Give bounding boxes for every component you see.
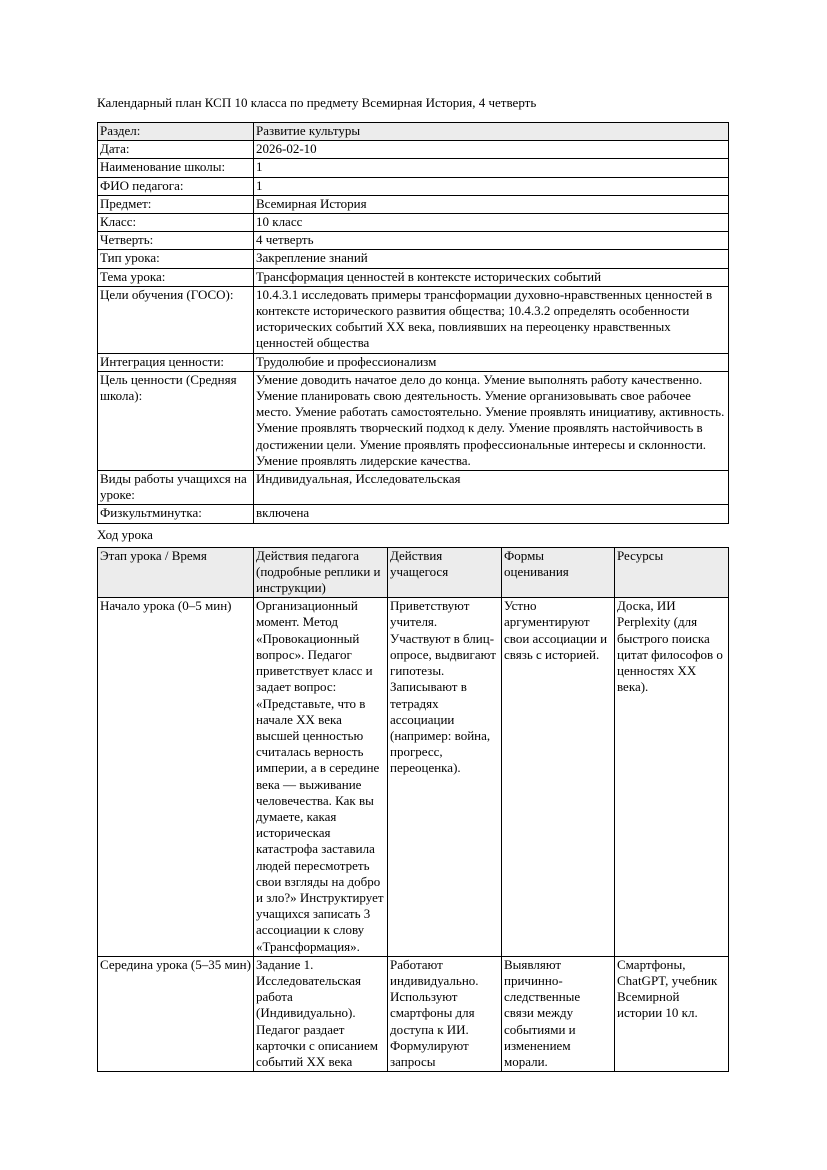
info-row-value: Умение доводить начатое дело до конца. Умение выполнять работу качественно. Умение планировать свою деятельность. Умение организовывать свое рабочее место. Умение работать самостоятельно. Умение проявлять инициативу, активность. Умение проявлять творческий подход к делу. Умение проявлять настойчивость в достижении цели. Умение проявлять профессиональные интересы и склонности. Умение проявлять лидерские качества. bbox=[254, 371, 729, 470]
col-header-teacher-actions: Действия педагога (подробные реплики и инструкции) bbox=[254, 547, 388, 598]
info-table-body bbox=[98, 123, 729, 524]
lesson-plan-table bbox=[97, 547, 729, 1073]
info-table-row bbox=[98, 195, 729, 213]
info-row-label: Интеграция ценности: bbox=[98, 353, 254, 371]
info-row-label: Тема урока: bbox=[98, 268, 254, 286]
info-row-value: 10 класс bbox=[254, 214, 729, 232]
lesson-stage-cell: Середина урока (5–35 мин) bbox=[98, 956, 254, 1071]
info-row-label: Раздел: bbox=[98, 123, 254, 141]
info-row-value: 10.4.3.1 исследовать примеры трансформации духовно-нравственных ценностей в контексте исторического развития общества; 10.4.3.2 определять особенности исторических событий XX века, повлиявших на переоценку нравственных ценностей общества bbox=[254, 286, 729, 353]
col-header-assessment: Формы оценивания bbox=[502, 547, 615, 598]
info-table-row bbox=[98, 141, 729, 159]
col-header-resources: Ресурсы bbox=[615, 547, 729, 598]
col-header-student-actions: Действия учащегося bbox=[388, 547, 502, 598]
lesson-stage-cell: Начало урока (0–5 мин) bbox=[98, 598, 254, 956]
info-row-label: Наименование школы: bbox=[98, 159, 254, 177]
info-table-row bbox=[98, 177, 729, 195]
info-row-label: Виды работы учащихся на уроке: bbox=[98, 471, 254, 505]
info-table-row bbox=[98, 353, 729, 371]
assessment-cell: Выявляют причинно-следственные связи между событиями и изменением морали. bbox=[502, 956, 615, 1071]
assessment-cell: Устно аргументируют свои ассоциации и связь с историей. bbox=[502, 598, 615, 956]
info-table bbox=[97, 122, 729, 524]
info-row-label: Физкультминутка: bbox=[98, 505, 254, 523]
info-row-value: Трудолюбие и профессионализм bbox=[254, 353, 729, 371]
info-table-row bbox=[98, 250, 729, 268]
info-row-value: включена bbox=[254, 505, 729, 523]
info-row-label: Дата: bbox=[98, 141, 254, 159]
info-row-value: Развитие культуры bbox=[254, 123, 729, 141]
info-table-row bbox=[98, 505, 729, 523]
info-row-value: 4 четверть bbox=[254, 232, 729, 250]
info-row-label: Цели обучения (ГОСО): bbox=[98, 286, 254, 353]
teacher-actions-cell: Задание 1. Исследовательская работа (Индивидуально). Педагог раздает карточки с описанием событий XX века bbox=[254, 956, 388, 1071]
info-row-label: ФИО педагога: bbox=[98, 177, 254, 195]
info-row-value: Индивидуальная, Исследовательская bbox=[254, 471, 729, 505]
lesson-table-row bbox=[98, 598, 729, 956]
info-row-value: Закрепление знаний bbox=[254, 250, 729, 268]
info-row-value: 1 bbox=[254, 159, 729, 177]
lesson-table-row bbox=[98, 956, 729, 1071]
info-table-row bbox=[98, 471, 729, 505]
lesson-table-header-row bbox=[98, 547, 729, 598]
student-actions-cell: Работают индивидуально. Используют смартфоны для доступа к ИИ. Формулируют запросы bbox=[388, 956, 502, 1071]
resources-cell: Доска, ИИ Perplexity (для быстрого поиска цитат философов о ценностях XX века). bbox=[615, 598, 729, 956]
info-row-value: 1 bbox=[254, 177, 729, 195]
lesson-plan-table-body bbox=[98, 547, 729, 1072]
info-row-label: Класс: bbox=[98, 214, 254, 232]
info-row-value: 2026-02-10 bbox=[254, 141, 729, 159]
info-table-row bbox=[98, 232, 729, 250]
document-content bbox=[97, 95, 728, 1072]
col-header-stage: Этап урока / Время bbox=[98, 547, 254, 598]
info-row-label: Четверть: bbox=[98, 232, 254, 250]
student-actions-cell: Приветствуют учителя. Участвуют в блиц-опросе, выдвигают гипотезы. Записывают в тетрадях ассоциации (например: война, прогресс, переоценка). bbox=[388, 598, 502, 956]
info-table-row bbox=[98, 159, 729, 177]
info-table-row bbox=[98, 286, 729, 353]
info-row-value: Всемирная История bbox=[254, 195, 729, 213]
resources-cell: Смартфоны, ChatGPT, учебник Всемирной истории 10 кл. bbox=[615, 956, 729, 1071]
info-table-row bbox=[98, 123, 729, 141]
info-row-label: Предмет: bbox=[98, 195, 254, 213]
info-table-row bbox=[98, 268, 729, 286]
info-table-row bbox=[98, 214, 729, 232]
info-row-label: Тип урока: bbox=[98, 250, 254, 268]
page-title: Календарный план КСП 10 класса по предмету Всемирная История, 4 четверть bbox=[97, 95, 537, 110]
info-row-label: Цель ценности (Средняя школа): bbox=[98, 371, 254, 470]
info-row-value: Трансформация ценностей в контексте исторических событий bbox=[254, 268, 729, 286]
info-table-row bbox=[98, 371, 729, 470]
section-heading: Ход урока bbox=[97, 526, 153, 542]
teacher-actions-cell: Организационный момент. Метод «Провокационный вопрос». Педагог приветствует класс и задает вопрос: «Представьте, что в начале XX века высшей ценностью считалась верность империи, а в середине века — выживание человечества. Как вы думаете, какая историческая катастрофа заставила людей пересмотреть свои взгляды на добро и зло?» Инструктирует учащихся записать 3 ассоциации к слову «Трансформация». bbox=[254, 598, 388, 956]
